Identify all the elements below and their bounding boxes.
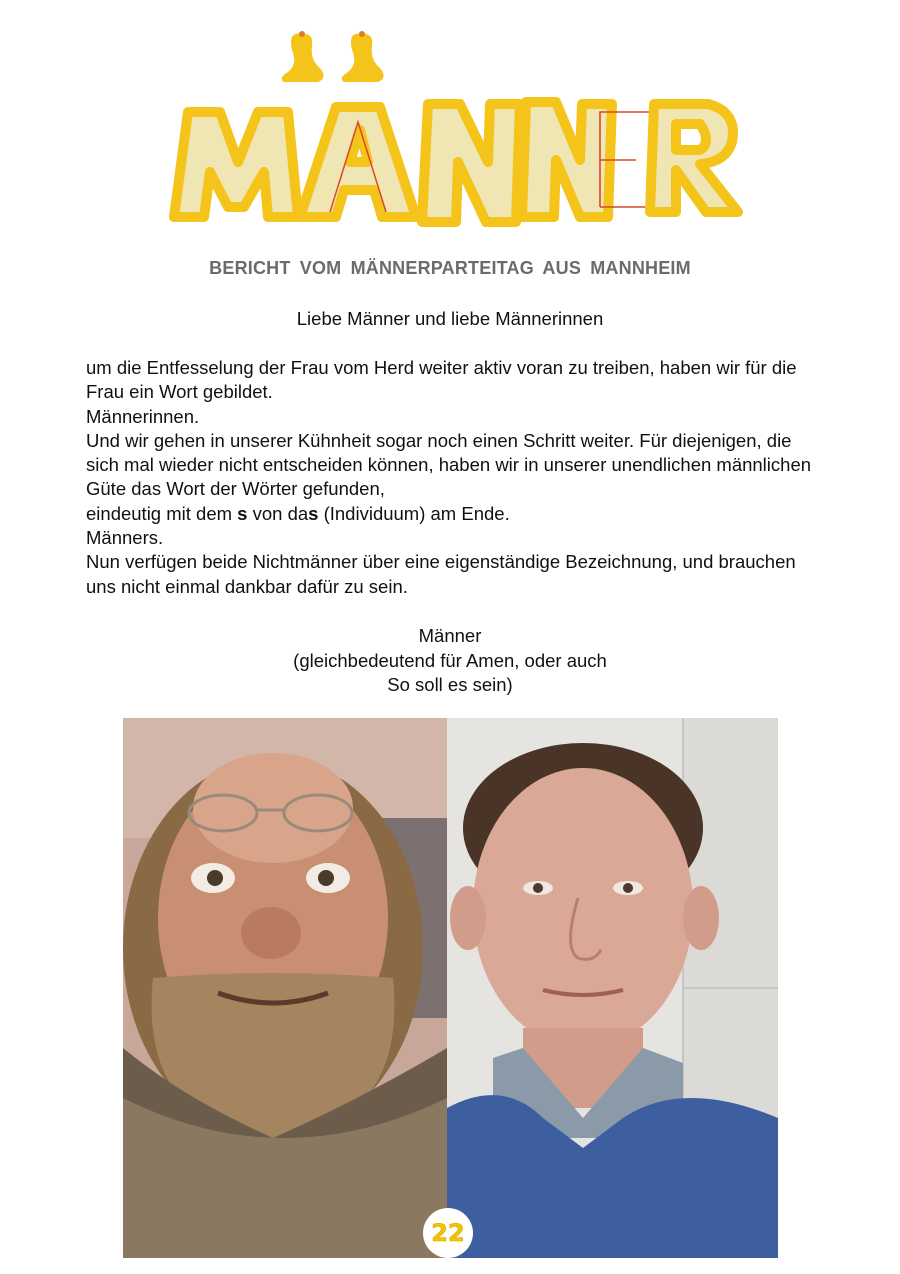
letter-greeting: Liebe Männer und liebe Männerinnen [296, 308, 604, 329]
closing-line: (gleichbedeutend für Amen, oder auch [293, 649, 607, 671]
closing-line: Männer [418, 625, 482, 646]
emphasis-line: eindeutig mit dem s von das (Individuum) am Ende. [86, 502, 510, 524]
paragraph: Nun verfügen beide Nichtmänner über eine eigenständige Bezeichnung, und brauchen uns nicht einmal dankbar dafür zu sein. [86, 551, 796, 597]
report-subtitle: BERICHT VOM MÄNNERPARTEITAG AUS MANNHEIM [209, 258, 691, 278]
page-number-badge: 22 [423, 1208, 473, 1258]
paragraph: Männers. [86, 527, 164, 549]
letter-body [86, 356, 816, 599]
paragraph: um die Entfesselung der Frau vom Herd weiter aktiv voran zu treiben, haben wir für die Frau ein Wort gebildet. [86, 357, 797, 403]
maenner-logo-graphic [160, 12, 750, 247]
left-portrait-image [123, 718, 447, 1258]
portrait-photos-graphic [123, 718, 778, 1258]
paragraph: Männerinnen. [86, 405, 200, 427]
maenner-logo [160, 12, 750, 247]
umlaut-figures-icon [282, 31, 384, 82]
closing-line: So soll es sein) [387, 674, 513, 695]
right-portrait-image [447, 718, 778, 1258]
letter-closing [0, 624, 900, 698]
paragraph: Und wir gehen in unserer Kühnheit sogar noch einen Schritt weiter. Für diejenigen, die sich mal wieder nicht entscheiden können, haben wir in unserer unendlichen männlichen Güte das Wort der Wörter gefunden, [86, 429, 812, 500]
portrait-photos [123, 718, 778, 1258]
